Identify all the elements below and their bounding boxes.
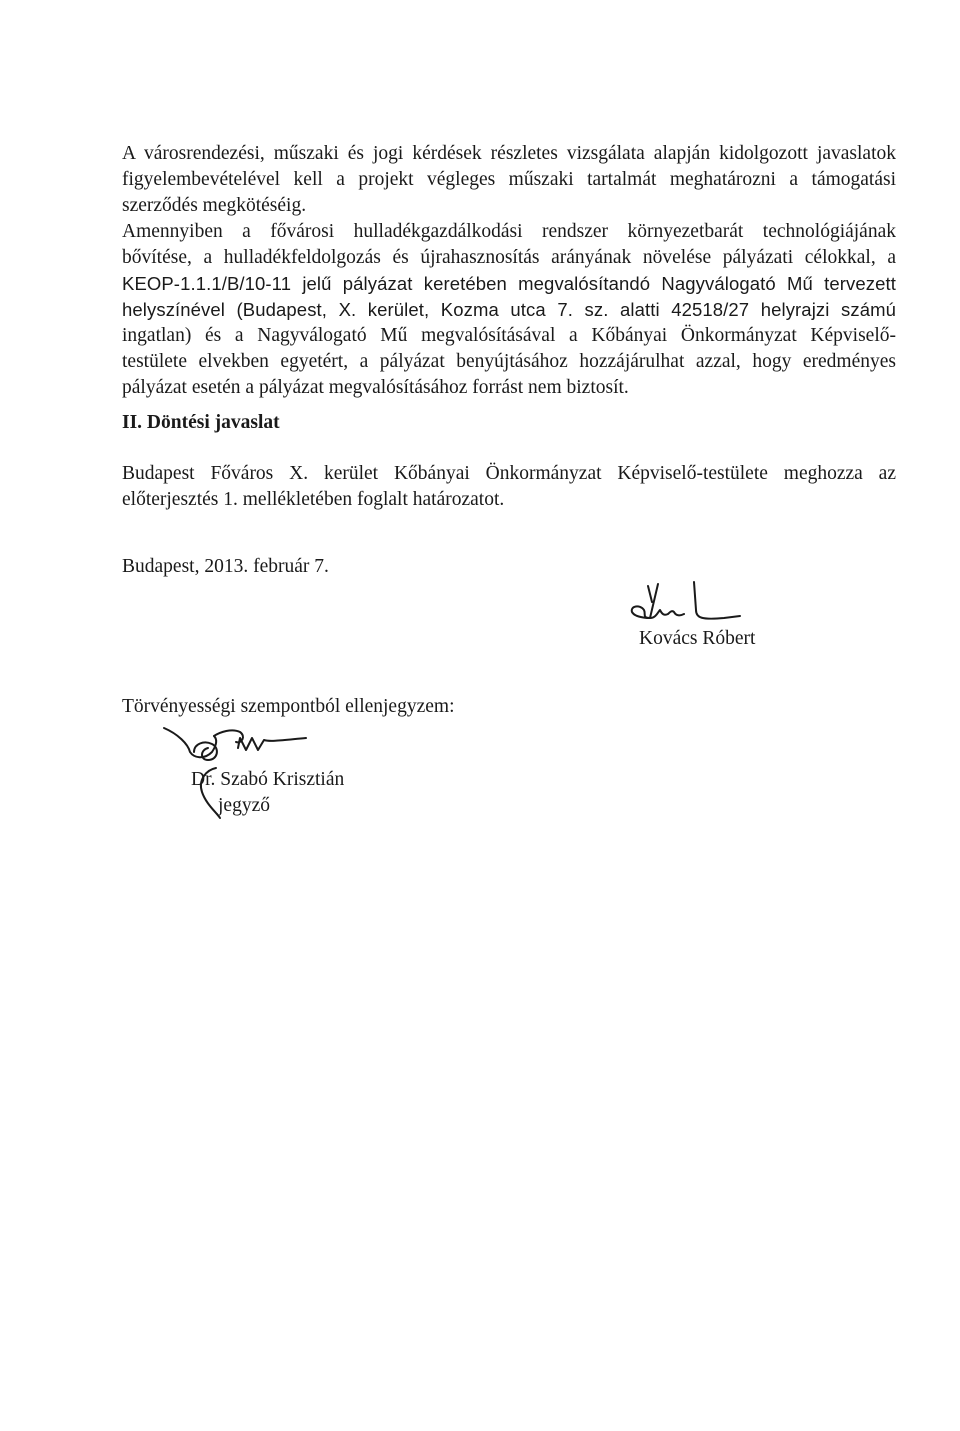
paragraph-line: szerződés megkötéséig. (122, 195, 307, 216)
countersign-title: jegyző (218, 795, 270, 816)
paragraph-project-content (122, 141, 896, 219)
paragraph-decision (122, 461, 896, 513)
paragraph-line: KEOP-1.1.1/B/10-11 jelű pályázat keretében megvalósítandó Nagyválogató Mű tervezett (122, 273, 896, 294)
paragraph-proposal (122, 219, 896, 401)
paragraph-line: testülete elvekben egyetért, a pályázat benyújtásához hozzájárulhat azzal, hogy eredményes (122, 351, 896, 372)
date-line: Budapest, 2013. február 7. (122, 556, 329, 577)
paragraph-line: helyszínével (Budapest, X. kerület, Kozma utca 7. sz. alatti 42518/27 helyrajzi számú (122, 299, 896, 320)
signatory-name: Kovács Róbert (639, 628, 756, 649)
paragraph-line: pályázat esetén a pályázat megvalósításához forrást nem biztosít. (122, 377, 629, 398)
paragraph-line: figyelembevételével kell a projekt végleges műszaki tartalmát meghatározni a támogatási (122, 169, 896, 190)
paragraph-line: Amennyiben a fővárosi hulladékgazdálkodási rendszer környezetbarát technológiájának (122, 221, 896, 242)
paragraph-line: A városrendezési, műszaki és jogi kérdések részletes vizsgálata alapján kidolgozott javaslatok (122, 143, 896, 164)
paragraph-line: ingatlan) és a Nagyválogató Mű megvalósításával a Kőbányai Önkormányzat Képviselő- (122, 325, 896, 346)
countersign-label: Törvényességi szempontból ellenjegyzem: (122, 696, 455, 717)
paragraph-line: Budapest Főváros X. kerület Kőbányai Önkormányzat Képviselő-testülete meghozza az (122, 463, 896, 484)
paragraph-line: bővítése, a hulladékfeldolgozás és újrahasznosítás arányának növelése pályázati célokkal, a (122, 247, 896, 268)
paragraph-line: előterjesztés 1. mellékletében foglalt határozatot. (122, 489, 505, 510)
signature-kovacs (620, 578, 760, 628)
section-heading: II. Döntési javaslat (122, 412, 280, 433)
countersign-name: Dr. Szabó Krisztián (191, 769, 345, 790)
